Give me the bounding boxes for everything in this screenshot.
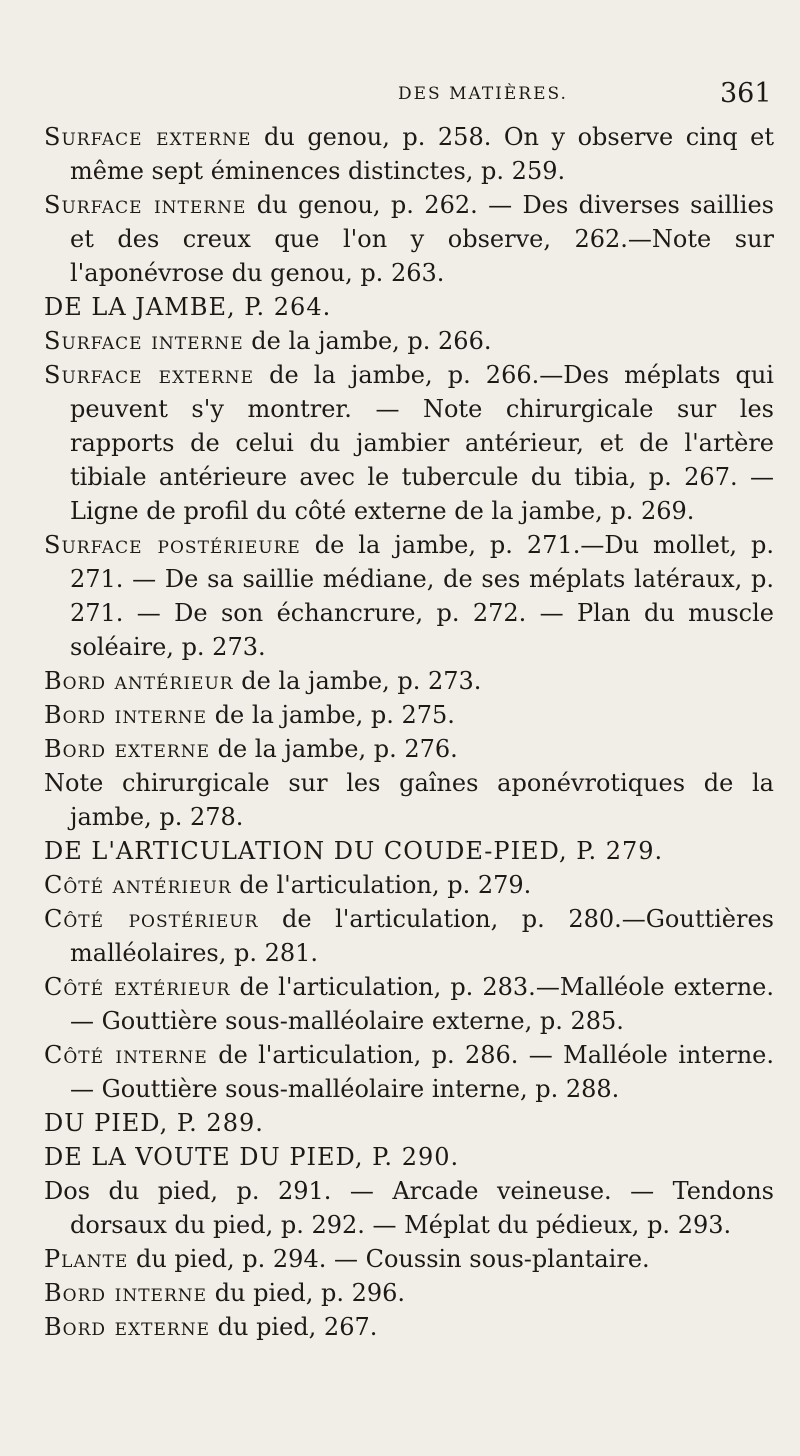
index-entry — [44, 120, 774, 188]
index-entry — [44, 698, 774, 732]
section-heading: DE LA JAMBE, P. 264. — [44, 293, 332, 321]
entry-lead: Côté postérieur — [44, 905, 259, 933]
index-entry — [44, 324, 774, 358]
entry-text: Dos du pied, p. 291. — Arcade veineuse. — Tendons dorsaux du pied, p. 292. — Méplat du pédieux, p. 293. — [44, 1177, 774, 1239]
index-entry — [44, 1038, 774, 1106]
entry-text: de la jambe, p. 266. — [243, 327, 492, 355]
entry-lead: Surface postérieure — [44, 531, 301, 559]
index-entry — [44, 664, 774, 698]
index-entry — [44, 1174, 774, 1242]
entry-lead: Bord externe — [44, 735, 210, 763]
entry-text: de la jambe, p. 271.—Du mollet, p. 271. — De sa saillie médiane, de ses méplats latéraux, p. 271. — De son échancrure, p. 272. — Plan du muscle soléaire, p. 273. — [70, 531, 775, 661]
index-entry — [44, 970, 774, 1038]
entry-lead: Bord antérieur — [44, 667, 234, 695]
entry-lead: Côté interne — [44, 1041, 208, 1069]
index-entry — [44, 1276, 774, 1310]
entry-text: du pied, p. 296. — [207, 1279, 406, 1307]
section-heading: DU PIED, P. 289. — [44, 1109, 264, 1137]
entry-lead: Bord externe — [44, 1313, 210, 1341]
index-entry — [44, 358, 774, 528]
entry-text: du pied, p. 294. — Coussin sous-plantaire. — [128, 1245, 650, 1273]
entry-text: du pied, 267. — [209, 1313, 378, 1341]
entry-lead: Surface interne — [44, 191, 247, 219]
entry-lead: Bord interne — [44, 1279, 208, 1307]
entry-lead: Surface externe — [44, 361, 255, 389]
index-entry — [44, 188, 774, 290]
table-of-contents — [44, 120, 774, 1344]
entry-text: de la jambe, p. 276. — [209, 735, 458, 763]
index-entry — [44, 868, 774, 902]
entry-text: de la jambe, p. 273. — [233, 667, 482, 695]
page-header — [0, 78, 800, 118]
entry-lead: Surface externe — [44, 123, 252, 151]
entry-text: de l'articulation, p. 279. — [231, 871, 532, 899]
index-entry — [44, 766, 774, 834]
running-head: DES MATIÈRES. — [398, 84, 568, 104]
entry-text: du genou, p. 258. On y observe cinq et même sept éminences distinctes, p. 259. — [70, 123, 774, 185]
entry-lead: Surface interne — [44, 327, 244, 355]
section-heading: DE L'ARTICULATION DU COUDE-PIED, P. 279. — [44, 837, 664, 865]
index-entry — [44, 1242, 774, 1276]
entry-text: du genou, p. 262. — Des diverses saillies et des creux que l'on y observe, 262.—Note sur l'aponévrose du genou, p. 263. — [70, 191, 774, 287]
page-number: 361 — [720, 78, 772, 109]
entry-text: de l'articulation, p. 286. — Malléole interne. — Gouttière sous-malléolaire interne, p. 288. — [70, 1041, 774, 1103]
index-entry — [44, 902, 774, 970]
entry-lead: Plante — [44, 1245, 129, 1273]
index-entry — [44, 1310, 774, 1344]
entry-text: de l'articulation, p. 283.—Malléole externe.— Gouttière sous-malléolaire externe, p. 285. — [70, 973, 774, 1035]
entry-lead: Côté antérieur — [44, 871, 232, 899]
section-heading: DE LA VOUTE DU PIED, P. 290. — [44, 1143, 460, 1171]
entry-lead: Bord interne — [44, 701, 208, 729]
entry-text: de l'articulation, p. 280.—Gouttières malléolaires, p. 281. — [70, 905, 775, 967]
entry-text: de la jambe, p. 275. — [207, 701, 455, 729]
entry-text: de la jambe, p. 266.—Des méplats qui peuvent s'y montrer. — Note chirurgicale sur les rapports de celui du jambier antérieur, et de l'artère tibiale antérieure avec le tubercule du tibia, p. 267. — Ligne de profil du côté externe de la jambe, p. 269. — [70, 361, 774, 525]
entry-text: Note chirurgicale sur les gaînes aponévrotiques de la jambe, p. 278. — [44, 769, 774, 831]
index-entry — [44, 732, 774, 766]
index-entry — [44, 528, 774, 664]
entry-lead: Côté extérieur — [44, 973, 231, 1001]
